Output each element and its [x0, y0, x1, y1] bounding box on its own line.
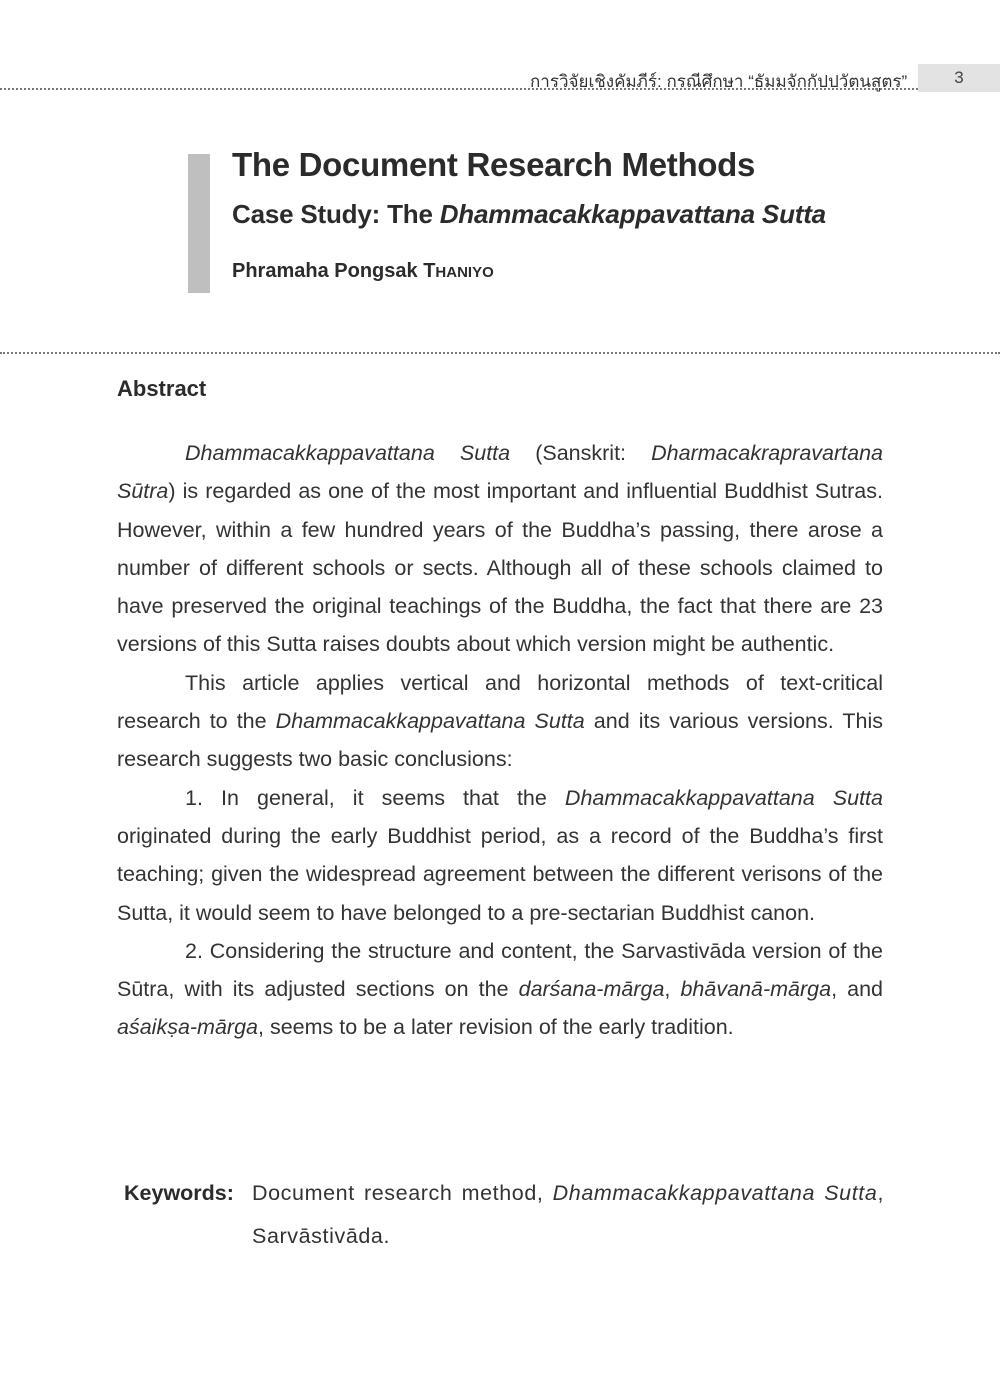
text-run: 1. In general, it seems that the [185, 785, 565, 810]
text-run: ) is regarded as one of the most important and influential Buddhist Sutras. However, within a few hundred years of the Buddha’s passing, there arose a number of different schools or sects. Although all of these schools claimed to have preserved the original teachings of the Buddha, the fact that there are 23 versions of this Sutta raises doubts about which version might be authentic. [117, 479, 883, 657]
text-run: This article applies vertical and horizontal methods of text-critical research to the [117, 670, 883, 734]
text-run: , [664, 977, 681, 1002]
text-run: (Sanskrit: [510, 441, 652, 465]
title-accent-bar [188, 154, 210, 293]
text-run: , seems to be a later revision of the early tradition. [258, 1015, 734, 1040]
italic-term: darśana-mārga [518, 977, 665, 1002]
article-title: The Document Research Methods [232, 146, 756, 183]
header-dotted-rule [0, 88, 918, 90]
page-number: 3 [918, 64, 1000, 92]
italic-term: Dhammacakkappavattana Sutta [564, 785, 883, 810]
keywords-label [124, 1172, 234, 1215]
author-given-name: Phramaha Pongsak [232, 260, 424, 282]
abstract-paragraph [117, 664, 883, 779]
italic-term: Dhammacakkappavattana Sutta [552, 1181, 878, 1205]
author-surname-rest: HANIYO [435, 264, 494, 281]
keywords-list [252, 1172, 884, 1258]
article-subtitle [232, 199, 826, 230]
text-run: 2. Considering the structure and content, the Sarvastivāda version of the Sūtra, with its adjusted sections on the [117, 938, 883, 1002]
abstract-paragraph [117, 779, 883, 932]
author-surname-initial: T [423, 260, 436, 282]
italic-term: Dharmacakrapravartana Sūtra [117, 441, 883, 504]
abstract-heading: Abstract [117, 376, 207, 401]
italic-term: aśaikṣa-mārga [117, 1015, 258, 1040]
text-run: Document research method, [252, 1181, 553, 1205]
author-name [232, 260, 494, 283]
subtitle-sutta-name: Dhammacakkappavattana Sutta [439, 199, 826, 229]
italic-term: Dhammacakkappavattana Sutta [185, 441, 511, 465]
running-header: การวิจัยเชิงคัมภีร์: กรณีศึกษา “ธัมมจักกัปปวัตนสูตร” [530, 72, 908, 91]
text-run: and its various versions. This research suggests two basic conclusions: [117, 709, 884, 772]
abstract-paragraph [117, 932, 883, 1047]
italic-term: bhāvanā-mārga [680, 977, 832, 1002]
text-run: originated during the early Buddhist period, as a record of the Buddha’s first teaching; given the widespread agreement between the different verisons of the Sutta, it would seem to have belonged to a pre-sectarian Buddhist canon. [117, 823, 883, 925]
abstract-body [117, 434, 883, 1047]
italic-term: Dhammacakkappavattana Sutta [275, 709, 585, 734]
keywords-label-text: Keywords [124, 1181, 227, 1205]
section-dotted-rule [0, 352, 1000, 354]
text-run: , Sarvāstivāda. [252, 1181, 885, 1248]
keywords-block [124, 1172, 884, 1258]
abstract-paragraph [117, 434, 883, 664]
keywords-separator: : [226, 1181, 234, 1205]
subtitle-prefix: Case Study: The [232, 199, 440, 229]
text-run: , and [831, 977, 884, 1002]
